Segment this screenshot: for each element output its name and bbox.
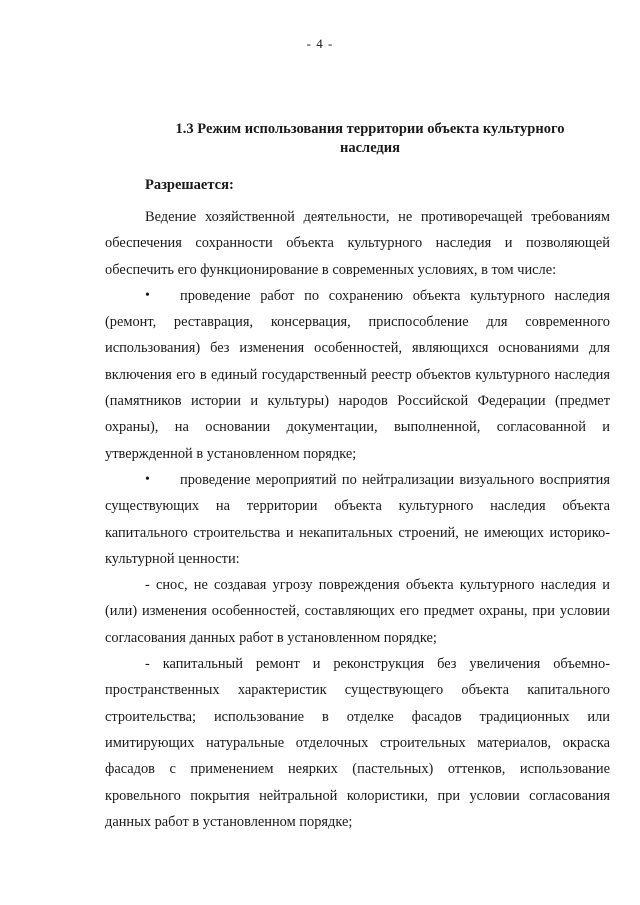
dash-item-renovation: - капитальный ремонт и реконструкция без увеличения объемно-пространственных характеристик существующего объекта капитального строительства; использование в отделке фасадов традиционных или имитирующих натуральные отделочных строительных материалов, окраска фасадов с применением неярких (пастельных) оттенков, использование кровельного покрытия нейтральной колористики, при условии согласования данных работ в установленном порядке; xyxy=(105,656,610,830)
bullet-icon: • xyxy=(145,471,150,487)
bullet-icon: • xyxy=(145,287,150,303)
paragraph-intro: Ведение хозяйственной деятельности, не противоречащей требованиям обеспечения сохранности объекта культурного наследия и позволяющей обеспечить его функционирование в современных условиях, в том числе: xyxy=(105,209,610,278)
bullet-item-neutralization xyxy=(105,467,610,572)
bullet-text: проведение работ по сохранению объекта культурного наследия (ремонт, реставрация, консервация, приспособление для современного использования) без изменения особенностей, являющихся основаниями для включения его в единый государственный реестр объектов культурного наследия (памятников истории и культуры) народов Российской Федерации (предмет охраны), на основании документации, выполненной, согласованной и утвержденной в установленном порядке; xyxy=(105,287,610,462)
bullet-item-conservation xyxy=(105,283,610,467)
dash-item-demolition: - снос, не создавая угрозу повреждения объекта культурного наследия и (или) изменения особенностей, составляющих его предмет охраны, при условии согласования данных работ в установленном порядке; xyxy=(105,577,610,646)
document-body xyxy=(105,204,610,835)
bullet-text: проведение мероприятий по нейтрализации визуального восприятия существующих на территории объекта культурного наследия объекта капитального строительства и некапитальных строений, не имеющих историко-культурной ценности: xyxy=(105,471,610,567)
subheading-allowed: Разрешается: xyxy=(145,177,234,193)
page-number: - 4 - xyxy=(306,36,334,51)
section-title: 1.3 Режим использования территории объекта культурного наследия xyxy=(175,121,565,156)
